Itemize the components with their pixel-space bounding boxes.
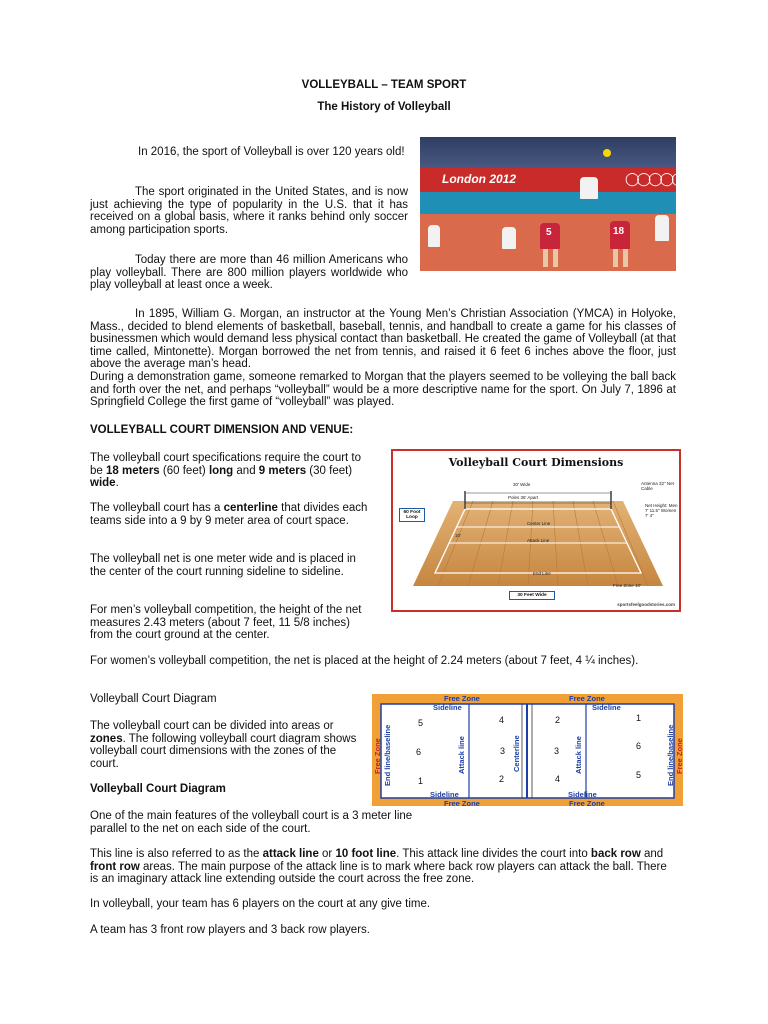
history-paragraph-1: In 2016, the sport of Volleyball is over 120 years old! <box>138 146 405 158</box>
page-title: VOLLEYBALL – TEAM SPORT <box>301 79 467 91</box>
court-dimensions-figure: Volleyball Court Dimensions 30' Wide Poles 36' Apart Antenna 32" Net Cable Net Height: Men 7' 11.5" Women 7' 4" Center Line Attack Line 10' End Line Free Zone 10' 60 Foot Loop 30 Feet Wide sportsfeelgoodstories.com <box>391 449 681 612</box>
zone-number: 4 <box>555 774 561 784</box>
zone-number: 1 <box>636 713 642 723</box>
court-width-box: 30 Feet Wide <box>509 591 555 600</box>
zone-number: 3 <box>500 746 506 756</box>
history-paragraph-3: Today there are more than 46 million Americans who play volleyball. There are 800 million players worldwide who play volleyball at least once a week. <box>90 254 408 292</box>
figure-title: Volleyball Court Dimensions <box>448 456 624 469</box>
diagram-heading: Volleyball Court Diagram <box>90 783 226 795</box>
court-paragraph-5: For women’s volleyball competition, the net is placed at the height of 2.24 meters (about 7 feet, 4 ¼ inches). <box>90 655 639 667</box>
zone-number: 6 <box>636 741 642 751</box>
zone-number: 6 <box>416 747 422 757</box>
diagram-paragraph-5: A team has 3 front row players and 3 back row players. <box>90 924 370 936</box>
history-paragraph-2: The sport originated in the United States, and is now just achieving the type of popularity in the U.S. that it has received on a global basis, where it ranks behind only soccer among participation sports. <box>90 186 408 236</box>
court-paragraph-2: The volleyball court has a centerline that divides each teams side into a 9 by 9 meter area of court space. <box>90 502 368 527</box>
zone-number: 5 <box>636 770 642 780</box>
page-subtitle: The History of Volleyball <box>317 101 451 113</box>
diagram-paragraph-2: One of the main features of the volleyball court is a 3 meter line parallel to the net on each side of the court. <box>90 810 413 835</box>
history-paragraph-5: During a demonstration game, someone remarked to Morgan that the players seemed to be volleying the ball back and forth over the net, and perhaps “volleyball” would be a more descriptive name for the sport. On July 7, 1896 at Springfield College the first game of “volleyball” was played. <box>90 371 676 409</box>
zone-number: 2 <box>499 774 505 784</box>
court-paragraph-1: The volleyball court specifications require the court to be 18 meters (60 feet) long and 9 meters (30 feet) wide. <box>90 452 362 490</box>
zone-number: 1 <box>418 776 424 786</box>
zone-number: 2 <box>555 715 561 725</box>
diagram-caption: Volleyball Court Diagram <box>90 693 217 705</box>
history-paragraph-4: In 1895, William G. Morgan, an instructor at the Young Men’s Christian Association (YMCA) in Holyoke, Mass., decided to blend elements of basketball, baseball, tennis, and handball to create a game for his classes of businessmen which would demand less physical contact than basketball. He created the game of Volleyball (at that time called, Mintonette). Morgan borrowed the net from tennis, and raised it 6 feet 6 inches above the floor, just above the average man’s head. <box>90 308 676 371</box>
zone-number: 5 <box>418 718 424 728</box>
court-paragraph-4: For men’s volleyball competition, the height of the net measures 2.43 meters (about 7 feet, 11 5/8 inches) from the court ground at the center. <box>90 604 362 642</box>
diagram-paragraph-1: The volleyball court can be divided into areas or zones. The following volleyball court diagram shows volleyball court dimensions with the zones of the court. <box>90 720 357 770</box>
photo-banner-text: London 2012 <box>442 172 517 186</box>
court-zones-diagram: Free Zone Free Zone Sideline Sideline Sideline Sideline Free Zone Free Zone Free Zone End line/baseline Attack line Centerline Attack line End line/baseline Free Zone 5 6 1 4 3 2 2 3 4 1 6 5 <box>373 694 684 808</box>
player-number: 5 <box>546 227 552 238</box>
court-section-heading: VOLLEYBALL COURT DIMENSION AND VENUE: <box>90 424 354 436</box>
court-paragraph-3: The volleyball net is one meter wide and is placed in the center of the court running sideline to sideline. <box>90 553 356 578</box>
player-number: 18 <box>613 226 625 237</box>
zone-number: 3 <box>554 746 560 756</box>
volleyball-match-photo <box>420 137 683 271</box>
zone-number: 4 <box>499 715 505 725</box>
ball-icon <box>603 149 611 157</box>
feet-loop-box: 60 Foot Loop <box>399 508 425 522</box>
olympic-rings-icon: ◯◯◯◯◯ <box>625 171 683 186</box>
diagram-paragraph-3: This line is also referred to as the attack line or 10 foot line. This attack line divides the court into back row and front row areas. The main purpose of the attack line is to mark where back row players can attack the ball. There is an imaginary attack line extending outside the court across the free zone. <box>90 848 667 886</box>
diagram-paragraph-4: In volleyball, your team has 6 players on the court at any give time. <box>90 898 431 910</box>
